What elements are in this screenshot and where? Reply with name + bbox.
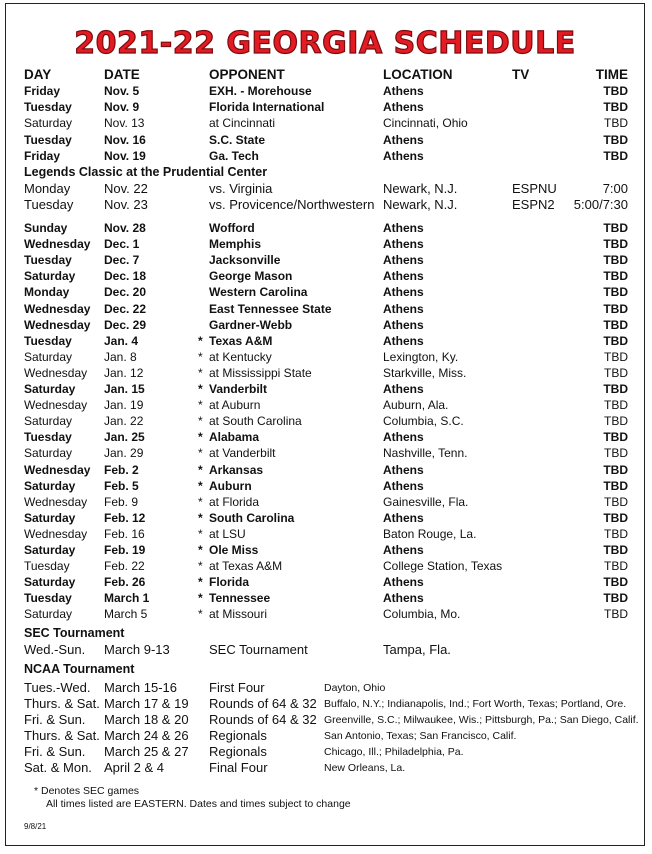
row-time: TBD (604, 446, 628, 461)
row-day: Wednesday (24, 237, 91, 252)
row-location: Baton Rouge, La. (383, 526, 477, 541)
row-day: Friday (24, 148, 61, 163)
row-day: Wednesday (24, 462, 91, 477)
schedule-row (6, 349, 644, 365)
row-location: Athens (383, 575, 424, 590)
header-date: DATE (104, 67, 140, 82)
row-opponent: Ga. Tech (209, 148, 259, 163)
row-date: Jan. 4 (104, 333, 139, 348)
schedule-row (6, 606, 644, 622)
legends-title: Legends Classic at the Prudential Center (24, 165, 268, 179)
row-time: TBD (603, 84, 628, 98)
row-day: Saturday (24, 607, 73, 622)
ncaa-title: NCAA Tournament (24, 662, 135, 676)
row-day: Wednesday (24, 526, 88, 541)
header-opponent: OPPONENT (209, 67, 285, 82)
sec-game-marker: * (198, 559, 203, 574)
row-opponent: at LSU (209, 526, 246, 541)
row-day: Sunday (24, 221, 68, 235)
row-location: College Station, Texas (383, 559, 503, 574)
row-opponent: South Carolina (209, 510, 295, 525)
schedule-row (6, 381, 644, 397)
row-location: Nashville, Tenn. (383, 446, 468, 461)
row-date: Nov. 22 (104, 181, 148, 196)
row-location: Athens (383, 478, 424, 493)
row-day: Monday (24, 285, 70, 300)
row-location: Athens (383, 285, 424, 300)
row-day: Saturday (24, 446, 73, 461)
row-opponent: at Vanderbilt (209, 446, 276, 461)
row-location: Newark, N.J. (383, 197, 458, 213)
row-location: Athens (383, 543, 424, 557)
header-time: TIME (595, 67, 628, 82)
sec-title: SEC Tournament (24, 626, 125, 640)
row-time: TBD (604, 607, 628, 622)
row-day: Sat. & Mon. (24, 760, 92, 775)
row-location: Athens (383, 382, 424, 396)
row-time: TBD (603, 132, 628, 147)
schedule-row (6, 760, 644, 776)
row-date: Dec. 7 (104, 253, 140, 268)
sec-game-marker: * (198, 365, 203, 380)
row-day: Monday (24, 181, 71, 196)
row-date: March 5 (104, 607, 148, 622)
schedule-row (6, 526, 644, 542)
schedule-row (6, 462, 644, 478)
row-location: Athens (383, 148, 424, 163)
row-day: Wednesday (24, 494, 88, 509)
schedule-row (6, 301, 644, 317)
row-date: April 2 & 4 (104, 760, 164, 775)
sec-game-marker: * (198, 543, 203, 557)
row-day: Saturday (24, 414, 73, 429)
row-opponent: at Auburn (209, 398, 261, 413)
row-time: TBD (603, 462, 628, 477)
row-location: Greenville, S.C.; Milwaukee, Wis.; Pittsburgh, Pa.; San Diego, Calif. (324, 714, 639, 726)
schedule-row (6, 590, 644, 606)
schedule-row (6, 333, 644, 349)
row-time: TBD (603, 543, 628, 557)
sec-game-marker: * (198, 430, 203, 445)
schedule-row (6, 197, 644, 213)
schedule-row (6, 510, 644, 526)
row-location: Athens (383, 269, 424, 284)
row-day: Wednesday (24, 398, 88, 413)
row-day: Tues.-Wed. (24, 680, 91, 695)
row-location: Columbia, Mo. (383, 607, 461, 622)
row-day: Tuesday (24, 559, 70, 574)
schedule-row (6, 558, 644, 574)
footnote (34, 785, 351, 811)
row-opponent: Western Carolina (209, 285, 308, 300)
schedule-row (6, 413, 644, 429)
row-time: TBD (604, 116, 628, 131)
row-date: Feb. 16 (104, 526, 145, 541)
row-date: Nov. 5 (104, 84, 140, 98)
row-day: Friday (24, 84, 61, 98)
schedule-row (6, 680, 644, 696)
row-location: Starkville, Miss. (383, 365, 467, 380)
sec-date: March 9-13 (104, 642, 170, 657)
row-day: Saturday (24, 575, 76, 590)
row-date: Feb. 22 (104, 559, 145, 574)
sec-location: Tampa, Fla. (383, 642, 451, 657)
row-date: March 25 & 27 (104, 744, 189, 759)
row-time: TBD (603, 510, 628, 525)
row-opponent: Texas A&M (209, 333, 273, 348)
row-location: Cincinnati, Ohio (383, 116, 468, 131)
sec-game-marker: * (198, 333, 203, 348)
sec-event: SEC Tournament (209, 642, 308, 657)
row-date: Nov. 28 (104, 221, 146, 235)
schedule-row (6, 397, 644, 413)
row-date: March 1 (104, 591, 150, 606)
row-location: Athens (383, 84, 424, 98)
row-day: Tuesday (24, 100, 72, 115)
row-day: Thurs. & Sat. (24, 696, 100, 711)
row-round: First Four (209, 680, 265, 695)
schedule-row (6, 542, 644, 558)
row-time: TBD (603, 478, 628, 493)
sec-game-marker: * (198, 382, 203, 396)
row-date: Feb. 26 (104, 575, 146, 590)
row-day: Tuesday (24, 253, 72, 268)
row-day: Wednesday (24, 301, 91, 316)
row-date: Jan. 8 (104, 349, 137, 364)
row-location: Athens (383, 591, 424, 606)
row-day: Saturday (24, 116, 73, 131)
row-location: Lexington, Ky. (383, 349, 459, 364)
row-location: Athens (383, 132, 424, 147)
row-location: Athens (383, 333, 424, 348)
row-time: TBD (603, 269, 628, 284)
schedule-row (6, 744, 644, 760)
row-time: TBD (603, 285, 628, 300)
row-date: Nov. 23 (104, 197, 148, 213)
row-opponent: Tennessee (209, 591, 271, 606)
row-tv: ESPNU (512, 181, 557, 196)
row-date: Jan. 15 (104, 382, 145, 396)
schedule-row (6, 181, 644, 197)
column-headers (6, 67, 644, 83)
row-day: Wednesday (24, 365, 88, 380)
schedule-row (6, 728, 644, 744)
row-location: Athens (383, 462, 424, 477)
row-time: TBD (604, 414, 628, 429)
row-day: Tuesday (24, 333, 72, 348)
row-day: Tuesday (24, 132, 72, 147)
row-location: Dayton, Ohio (324, 682, 386, 694)
schedule-row (6, 429, 644, 445)
footnote-sec: * Denotes SEC games (34, 785, 140, 797)
schedule-page (5, 3, 645, 846)
row-date: Nov. 19 (104, 148, 146, 163)
row-date: Feb. 19 (104, 543, 146, 557)
row-day: Fri. & Sun. (24, 712, 86, 727)
row-opponent: Gardner-Webb (209, 317, 293, 332)
row-date: Dec. 20 (104, 285, 147, 300)
row-date: March 18 & 20 (104, 712, 189, 727)
schedule-row (6, 252, 644, 268)
row-round: Regionals (209, 728, 267, 743)
row-opponent: at Cincinnati (209, 116, 276, 131)
row-day: Saturday (24, 510, 76, 525)
row-location: Gainesville, Fla. (383, 494, 469, 509)
sec-game-marker: * (198, 591, 203, 606)
row-date: Jan. 29 (104, 446, 144, 461)
row-day: Wednesday (24, 317, 91, 332)
sec-game-marker: * (198, 510, 203, 525)
schedule-row (6, 696, 644, 712)
row-opponent: at Texas A&M (209, 559, 283, 574)
row-date: Feb. 2 (104, 462, 139, 477)
schedule-row (6, 83, 644, 99)
row-location: Athens (383, 253, 424, 268)
row-round: Regionals (209, 744, 267, 759)
footnote-times: All times listed are EASTERN. Dates and times subject to change (46, 798, 351, 810)
row-time: TBD (604, 526, 628, 541)
row-opponent: Wofford (209, 221, 255, 235)
sec-game-marker: * (198, 349, 203, 364)
schedule-row (6, 574, 644, 590)
date-stamp: 9/8/21 (24, 822, 47, 831)
sec-row (6, 642, 644, 658)
row-date: Jan. 12 (104, 365, 144, 380)
schedule-row (6, 317, 644, 333)
row-date: Dec. 18 (104, 269, 147, 284)
row-time: TBD (603, 237, 628, 252)
row-day: Saturday (24, 269, 76, 284)
schedule-row (6, 494, 644, 510)
schedule-row (6, 284, 644, 300)
row-time: 7:00 (602, 181, 628, 196)
row-opponent: Auburn (209, 478, 252, 493)
row-day: Tuesday (24, 430, 72, 445)
row-date: Nov. 13 (104, 116, 145, 131)
page-title: 2021-22 GEORGIA SCHEDULE (74, 26, 576, 61)
row-opponent: Memphis (209, 237, 262, 252)
schedule-row (6, 268, 644, 284)
row-time: TBD (603, 317, 628, 332)
row-opponent: at South Carolina (209, 414, 302, 429)
schedule-row (6, 220, 644, 236)
row-date: Feb. 12 (104, 510, 146, 525)
row-location: Columbia, S.C. (383, 414, 464, 429)
row-day: Saturday (24, 349, 73, 364)
row-location: Athens (383, 301, 424, 316)
row-round: Rounds of 64 & 32 (209, 696, 317, 711)
sec-game-marker: * (198, 494, 203, 509)
row-time: TBD (603, 148, 628, 163)
schedule-row (6, 478, 644, 494)
row-time: TBD (603, 575, 628, 590)
row-opponent: vs. Provicence/Northwestern (209, 197, 375, 213)
row-date: Dec. 29 (104, 317, 147, 332)
row-date: Nov. 16 (104, 132, 146, 147)
sec-game-marker: * (198, 575, 203, 590)
row-time: 5:00/7:30 (573, 197, 628, 213)
row-opponent: Jacksonville (209, 253, 281, 268)
row-location: Athens (383, 237, 424, 252)
row-opponent: vs. Virginia (209, 181, 273, 196)
row-date: March 15-16 (104, 680, 177, 695)
row-time: TBD (604, 559, 628, 574)
row-opponent: East Tennessee State (209, 301, 332, 316)
header-day: DAY (24, 67, 52, 82)
row-round: Final Four (209, 760, 268, 775)
row-time: TBD (604, 494, 628, 509)
row-day: Fri. & Sun. (24, 744, 86, 759)
row-date: March 17 & 19 (104, 696, 189, 711)
sec-day: Wed.-Sun. (24, 642, 86, 657)
row-day: Saturday (24, 478, 76, 493)
row-opponent: at Missouri (209, 607, 268, 622)
row-location: New Orleans, La. (324, 762, 406, 774)
schedule-row (6, 132, 644, 148)
row-time: TBD (603, 430, 628, 445)
row-time: TBD (604, 398, 628, 413)
row-opponent: Florida (209, 575, 250, 590)
schedule-row (6, 712, 644, 728)
row-tv: ESPN2 (512, 197, 555, 213)
schedule-row (6, 365, 644, 381)
row-location: San Antonio, Texas; San Francisco, Calif. (324, 730, 517, 742)
sec-game-marker: * (198, 526, 203, 541)
row-time: TBD (604, 365, 628, 380)
row-date: Feb. 9 (104, 494, 139, 509)
row-date: Dec. 1 (104, 237, 140, 252)
sec-game-marker: * (198, 398, 203, 413)
row-time: TBD (603, 591, 628, 606)
sec-game-marker: * (198, 478, 203, 493)
row-location: Athens (383, 221, 424, 235)
row-location: Newark, N.J. (383, 181, 458, 196)
schedule-row (6, 148, 644, 164)
row-date: Feb. 5 (104, 478, 139, 493)
row-date: Dec. 22 (104, 301, 147, 316)
schedule-row (6, 236, 644, 252)
row-location: Auburn, Ala. (383, 398, 449, 413)
row-location: Athens (383, 100, 424, 115)
row-location: Buffalo, N.Y.; Indianapolis, Ind.; Fort Worth, Texas; Portland, Ore. (324, 698, 627, 710)
row-date: March 24 & 26 (104, 728, 189, 743)
sec-game-marker: * (198, 462, 203, 477)
row-time: TBD (603, 253, 628, 268)
row-opponent: Ole Miss (209, 543, 259, 557)
row-day: Thurs. & Sat. (24, 728, 100, 743)
row-date: Jan. 22 (104, 414, 144, 429)
row-day: Tuesday (24, 197, 74, 213)
row-opponent: EXH. - Morehouse (209, 84, 312, 98)
row-time: TBD (603, 100, 628, 115)
row-round: Rounds of 64 & 32 (209, 712, 317, 727)
row-opponent: George Mason (209, 269, 293, 284)
row-time: TBD (603, 333, 628, 348)
row-opponent: Alabama (209, 430, 260, 445)
row-location: Athens (383, 430, 424, 445)
sec-game-marker: * (198, 607, 203, 622)
row-opponent: Florida International (209, 100, 325, 115)
row-day: Saturday (24, 382, 76, 396)
row-opponent: at Kentucky (209, 349, 272, 364)
row-date: Jan. 25 (104, 430, 145, 445)
row-opponent: Arkansas (209, 462, 264, 477)
schedule-row (6, 99, 644, 115)
row-day: Saturday (24, 543, 76, 557)
sec-game-marker: * (198, 414, 203, 429)
header-location: LOCATION (383, 67, 453, 82)
row-day: Tuesday (24, 591, 72, 606)
row-time: TBD (603, 221, 628, 235)
row-time: TBD (604, 349, 628, 364)
row-location: Athens (383, 510, 424, 525)
row-time: TBD (603, 301, 628, 316)
sec-game-marker: * (198, 446, 203, 461)
row-location: Athens (383, 317, 424, 332)
schedule-row (6, 445, 644, 461)
header-tv: TV (512, 67, 530, 82)
row-opponent: at Florida (209, 494, 260, 509)
row-opponent: Vanderbilt (209, 382, 268, 396)
row-location: Chicago, Ill.; Philadelphia, Pa. (324, 746, 464, 758)
row-time: TBD (603, 382, 628, 396)
row-opponent: S.C. State (209, 132, 266, 147)
row-date: Nov. 9 (104, 100, 140, 115)
row-date: Jan. 19 (104, 398, 144, 413)
schedule-row (6, 115, 644, 131)
row-opponent: at Mississippi State (209, 365, 312, 380)
